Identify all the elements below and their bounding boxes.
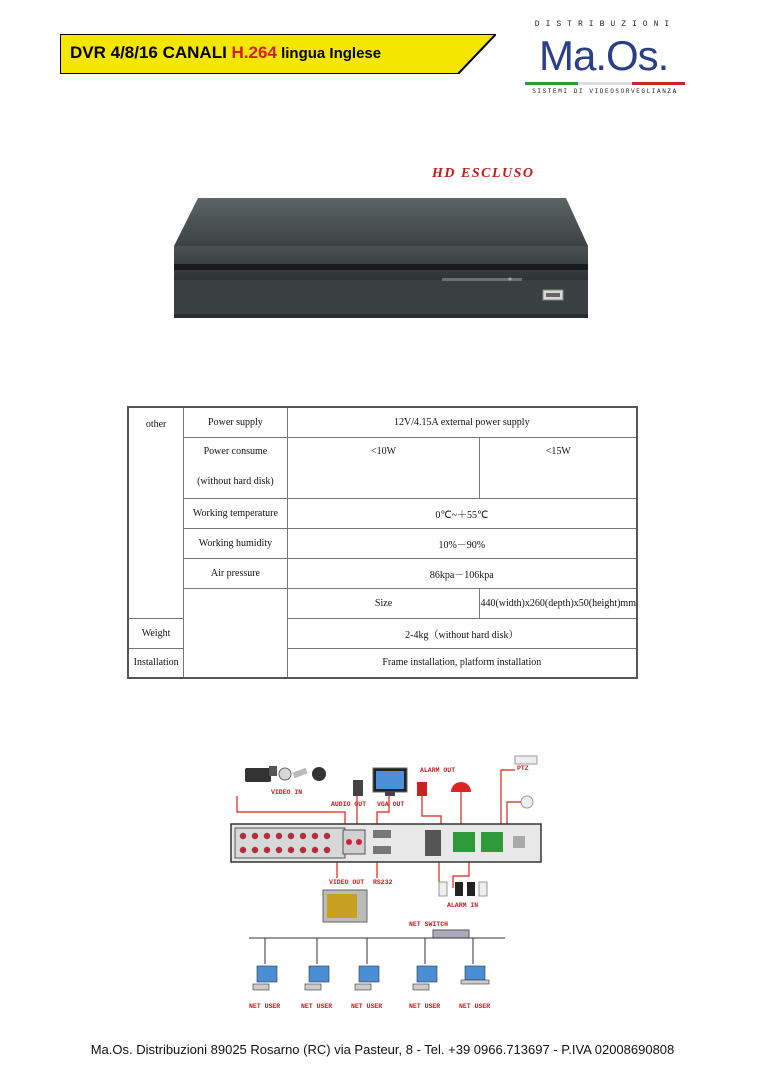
label-net-user-5: NET USER [459,1003,491,1010]
label-vga-out: VGA OUT [377,801,405,808]
camera-icons [245,766,326,782]
label-video-in: VIDEO IN [271,789,303,796]
tv-icon [323,890,367,922]
footer-contact: Ma.Os. Distribuzioni 89025 Rosarno (RC) via Pasteur, 8 - Tel. +39 0966.713697 - P.IVA 02008690808 [90,1042,675,1057]
company-logo [525,20,685,100]
connection-diagram [225,752,545,1017]
table-row [128,588,637,618]
dvr-rear-panel [231,824,541,862]
label-line1: Power consume [203,445,268,457]
table-row [128,498,637,528]
row-label: Power supply [184,407,287,437]
spec-table [127,406,638,679]
row-label: Size [287,588,480,618]
row-value: 2-4kg（without hard disk） [287,618,637,648]
row-value-b: <15W [480,437,637,498]
logo-brand: Ma.Os. [539,32,669,79]
title-part2: lingua Inglese [276,45,382,62]
alarm-sensor-icons [439,882,487,896]
row-label-power-consume [184,437,287,498]
label-net-user-1: NET USER [249,1003,281,1010]
group-empty [184,588,287,678]
hd-excluded-notice: HD ESCLUSO [432,166,535,181]
table-row [128,558,637,588]
header-banner [60,34,496,74]
label-net-switch: NET SWITCH [409,921,449,928]
row-value: Frame installation, platform installation [287,648,637,678]
ptz-device-icon [515,756,537,764]
row-label: Working temperature [184,498,287,528]
monitor-icon [373,768,407,796]
table-row [128,407,637,437]
row-value: 0℃~＋55℃ [287,498,637,528]
label-alarm-in: ALARM IN [447,902,479,909]
row-label: Working humidity [184,528,287,558]
label-net-user-2: NET USER [301,1003,333,1010]
row-label: Installation [128,648,184,678]
label-net-user-3: NET USER [351,1003,383,1010]
title-part1: DVR 4/8/16 CANALI [70,43,232,62]
group-other: other [128,407,184,618]
label-video-out: VIDEO OUT [329,879,365,886]
network-lines [249,938,505,964]
logo-tricolor-line [525,82,685,86]
label-alarm-out: ALARM OUT [420,767,456,774]
logo-top-text: DISTRIBUZIONI [534,20,676,29]
row-label: Air pressure [184,558,287,588]
label-audio-out: AUDIO OUT [331,801,367,808]
net-switch-icon [433,930,469,938]
row-value: 10%－90% [287,528,637,558]
siren-icon [451,782,471,792]
row-value: 12V/4.15A external power supply [287,407,637,437]
row-value: 440(width)x260(depth)x50(height)mm [480,588,637,618]
label-line2: (without hard disk) [197,475,274,487]
row-label: Weight [128,618,184,648]
page-title [70,43,381,63]
speaker-icon [353,780,363,796]
label-ptz: PTZ [517,765,529,772]
label-net-user-4: NET USER [409,1003,441,1010]
label-rs232: RS232 [373,879,393,886]
alarm-box-icon [417,782,427,796]
dvr-product-image [170,192,595,324]
ptz-dome-icon [521,796,533,808]
row-value: 86kpa－106kpa [287,558,637,588]
title-h264: H.264 [231,43,277,62]
pc-icons [253,966,489,990]
row-value-a: <10W [287,437,480,498]
table-row [128,437,637,498]
table-row [128,528,637,558]
logo-subtitle: SISTEMI DI VIDEOSORVEGLIANZA [532,88,678,95]
